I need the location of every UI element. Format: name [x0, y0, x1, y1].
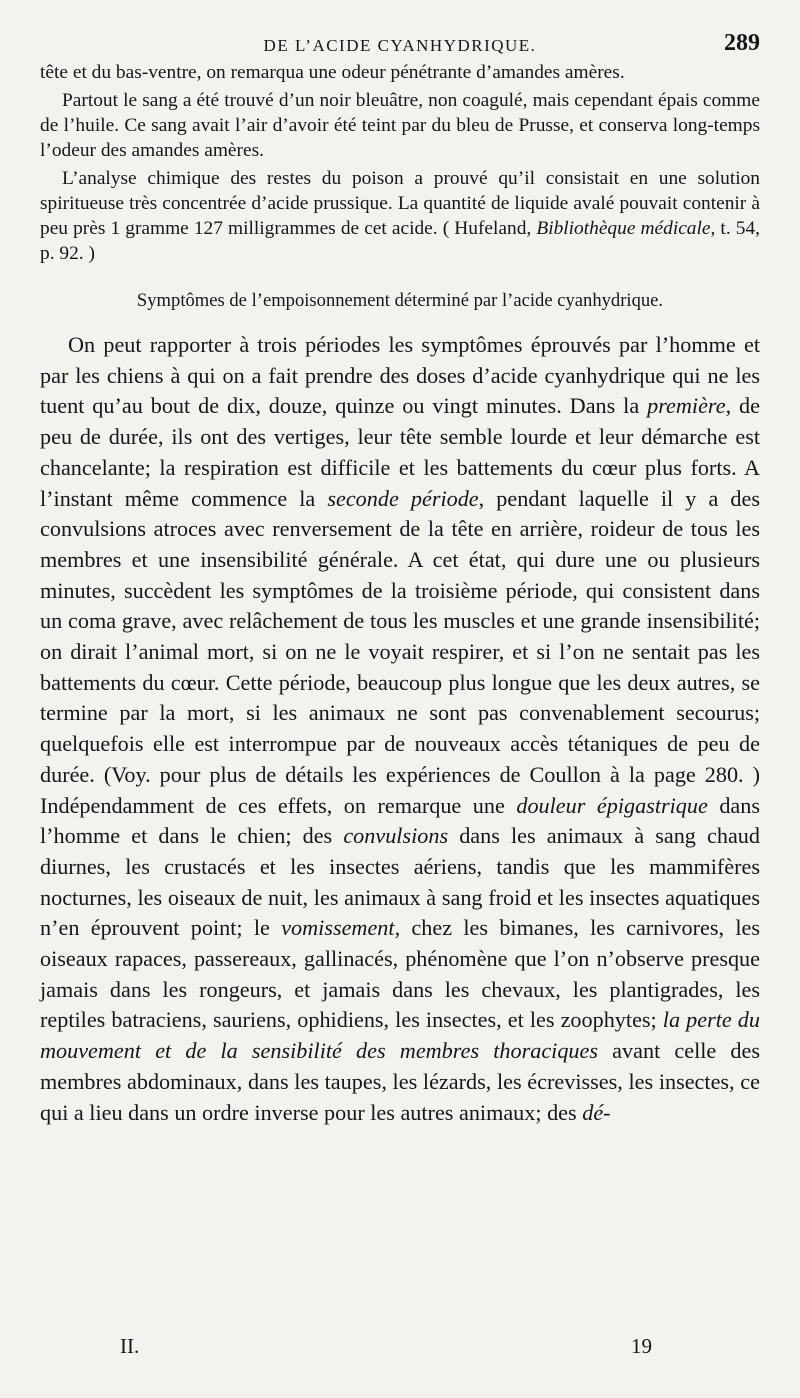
paragraph-blood: Partout le sang a été trouvé d’un noir bleuâtre, non coagulé, mais cependant épais comme de l’huile. Ce sang avait l’air d’avoir été teint par du bleu de Prusse, et conserva long-temps l’odeur des amandes amères. — [40, 90, 760, 161]
text-run: , pendant laquelle il y a des convulsions atroces avec renversement de la tête en arrière, roideur de tous les membres et une insensibilité générale. A cet état, qui dure une ou plusieurs minutes, succèdent les symptômes de la troisième période, qui consistent dans un coma grave, avec relâchement de tous les muscles et une grande insensibilité; on dirait l’animal mort, si on ne le voyait respirer, et si l’on ne sentait pas les battements du cœur. Cette période, beaucoup plus longue que les deux autres, se termine par la mort, si les animaux ne sont pas convenablement secourus; quelquefois elle est interrompue par de nouveaux accès tétaniques de peu de durée. (Voy. pour plus de détails les expériences de Coullon à la page 280. ) Indépendamment de ces effets, on remarque une — [40, 485, 760, 818]
italic-term: dé- — [582, 1099, 611, 1125]
text-run: dans l’homme et dans le chien; des — [40, 792, 761, 849]
italic-term: vomissement, — [281, 915, 401, 941]
paragraph-continuation: tête et du bas-ventre, on remarqua une odeur pénétrante d’amandes amères. — [40, 62, 625, 83]
text-run: , de peu de durée, ils ont des vertiges, leur tête semble lourde et leur démarche est chancelante; la respiration est difficile et les battements du cœur plus forts. A l’instant même commence la — [40, 393, 760, 511]
page-footer — [80, 1334, 800, 1364]
page-number: 289 — [724, 30, 760, 56]
running-title: DE L’ACIDE CYANHYDRIQUE. — [263, 36, 537, 55]
text-run: On peut rapporter à trois périodes les symptômes éprouvés par l’homme et par les chiens à qui on a fait prendre des doses d’acide cyanhydrique qui ne les tuent qu’au bout de dix, douze, quinze ou vingt minutes. Dans la — [40, 332, 760, 419]
running-head — [40, 30, 760, 60]
signature-mark: II. — [120, 1334, 140, 1358]
paragraph-analysis — [40, 166, 760, 266]
text-run: dans les animaux à sang chaud diurnes, les crustacés et les insectes aériens, tandis que les mammifères nocturnes, les oiseaux de nuit, les animaux à sang froid et les insectes aquatiques n’en éprouvent point; le — [40, 823, 760, 941]
citation-title: Bibliothèque médicale — [536, 218, 711, 239]
analysis-text: L’analyse chimique des restes du poison a prouvé qu’il consistait en une solution spiritueuse très concentrée d’acide prussique. La quantité de liquide avalé pouvait contenir à peu près 1 gramme 127 milligrammes de cet acide. ( Hufeland, — [40, 168, 760, 239]
text-run: avant celle des membres abdominaux, dans les taupes, les lézards, les écrevisses, les insectes, ce qui a lieu dans un ordre inverse pour les autres animaux; des — [40, 1038, 761, 1125]
text-run: chez les bimanes, les carnivores, les oiseaux rapaces, passereaux, gallinacés, phénomène que l’on n’observe presque jamais dans les rongeurs, et jamais dans les chevaux, les plantigrades, les reptiles batraciens, sauriens, ophidiens, les insectes, et les zoophytes; — [40, 915, 761, 1033]
section-heading: Symptômes de l’empoisonnement déterminé par l’acide cyanhydrique. — [136, 290, 664, 311]
paragraph-symptoms — [40, 330, 760, 1128]
citation-reference: , t. 54, p. 92. ) — [40, 218, 760, 264]
italic-term: première — [647, 393, 726, 419]
italic-term: la perte du mouvement et de la sensibilité des membres thoraciques — [40, 1007, 760, 1064]
italic-term: convulsions — [343, 823, 449, 849]
italic-term: seconde période — [327, 485, 479, 511]
sheet-number: 19 — [631, 1334, 652, 1358]
italic-term: douleur épigastrique — [516, 792, 708, 818]
